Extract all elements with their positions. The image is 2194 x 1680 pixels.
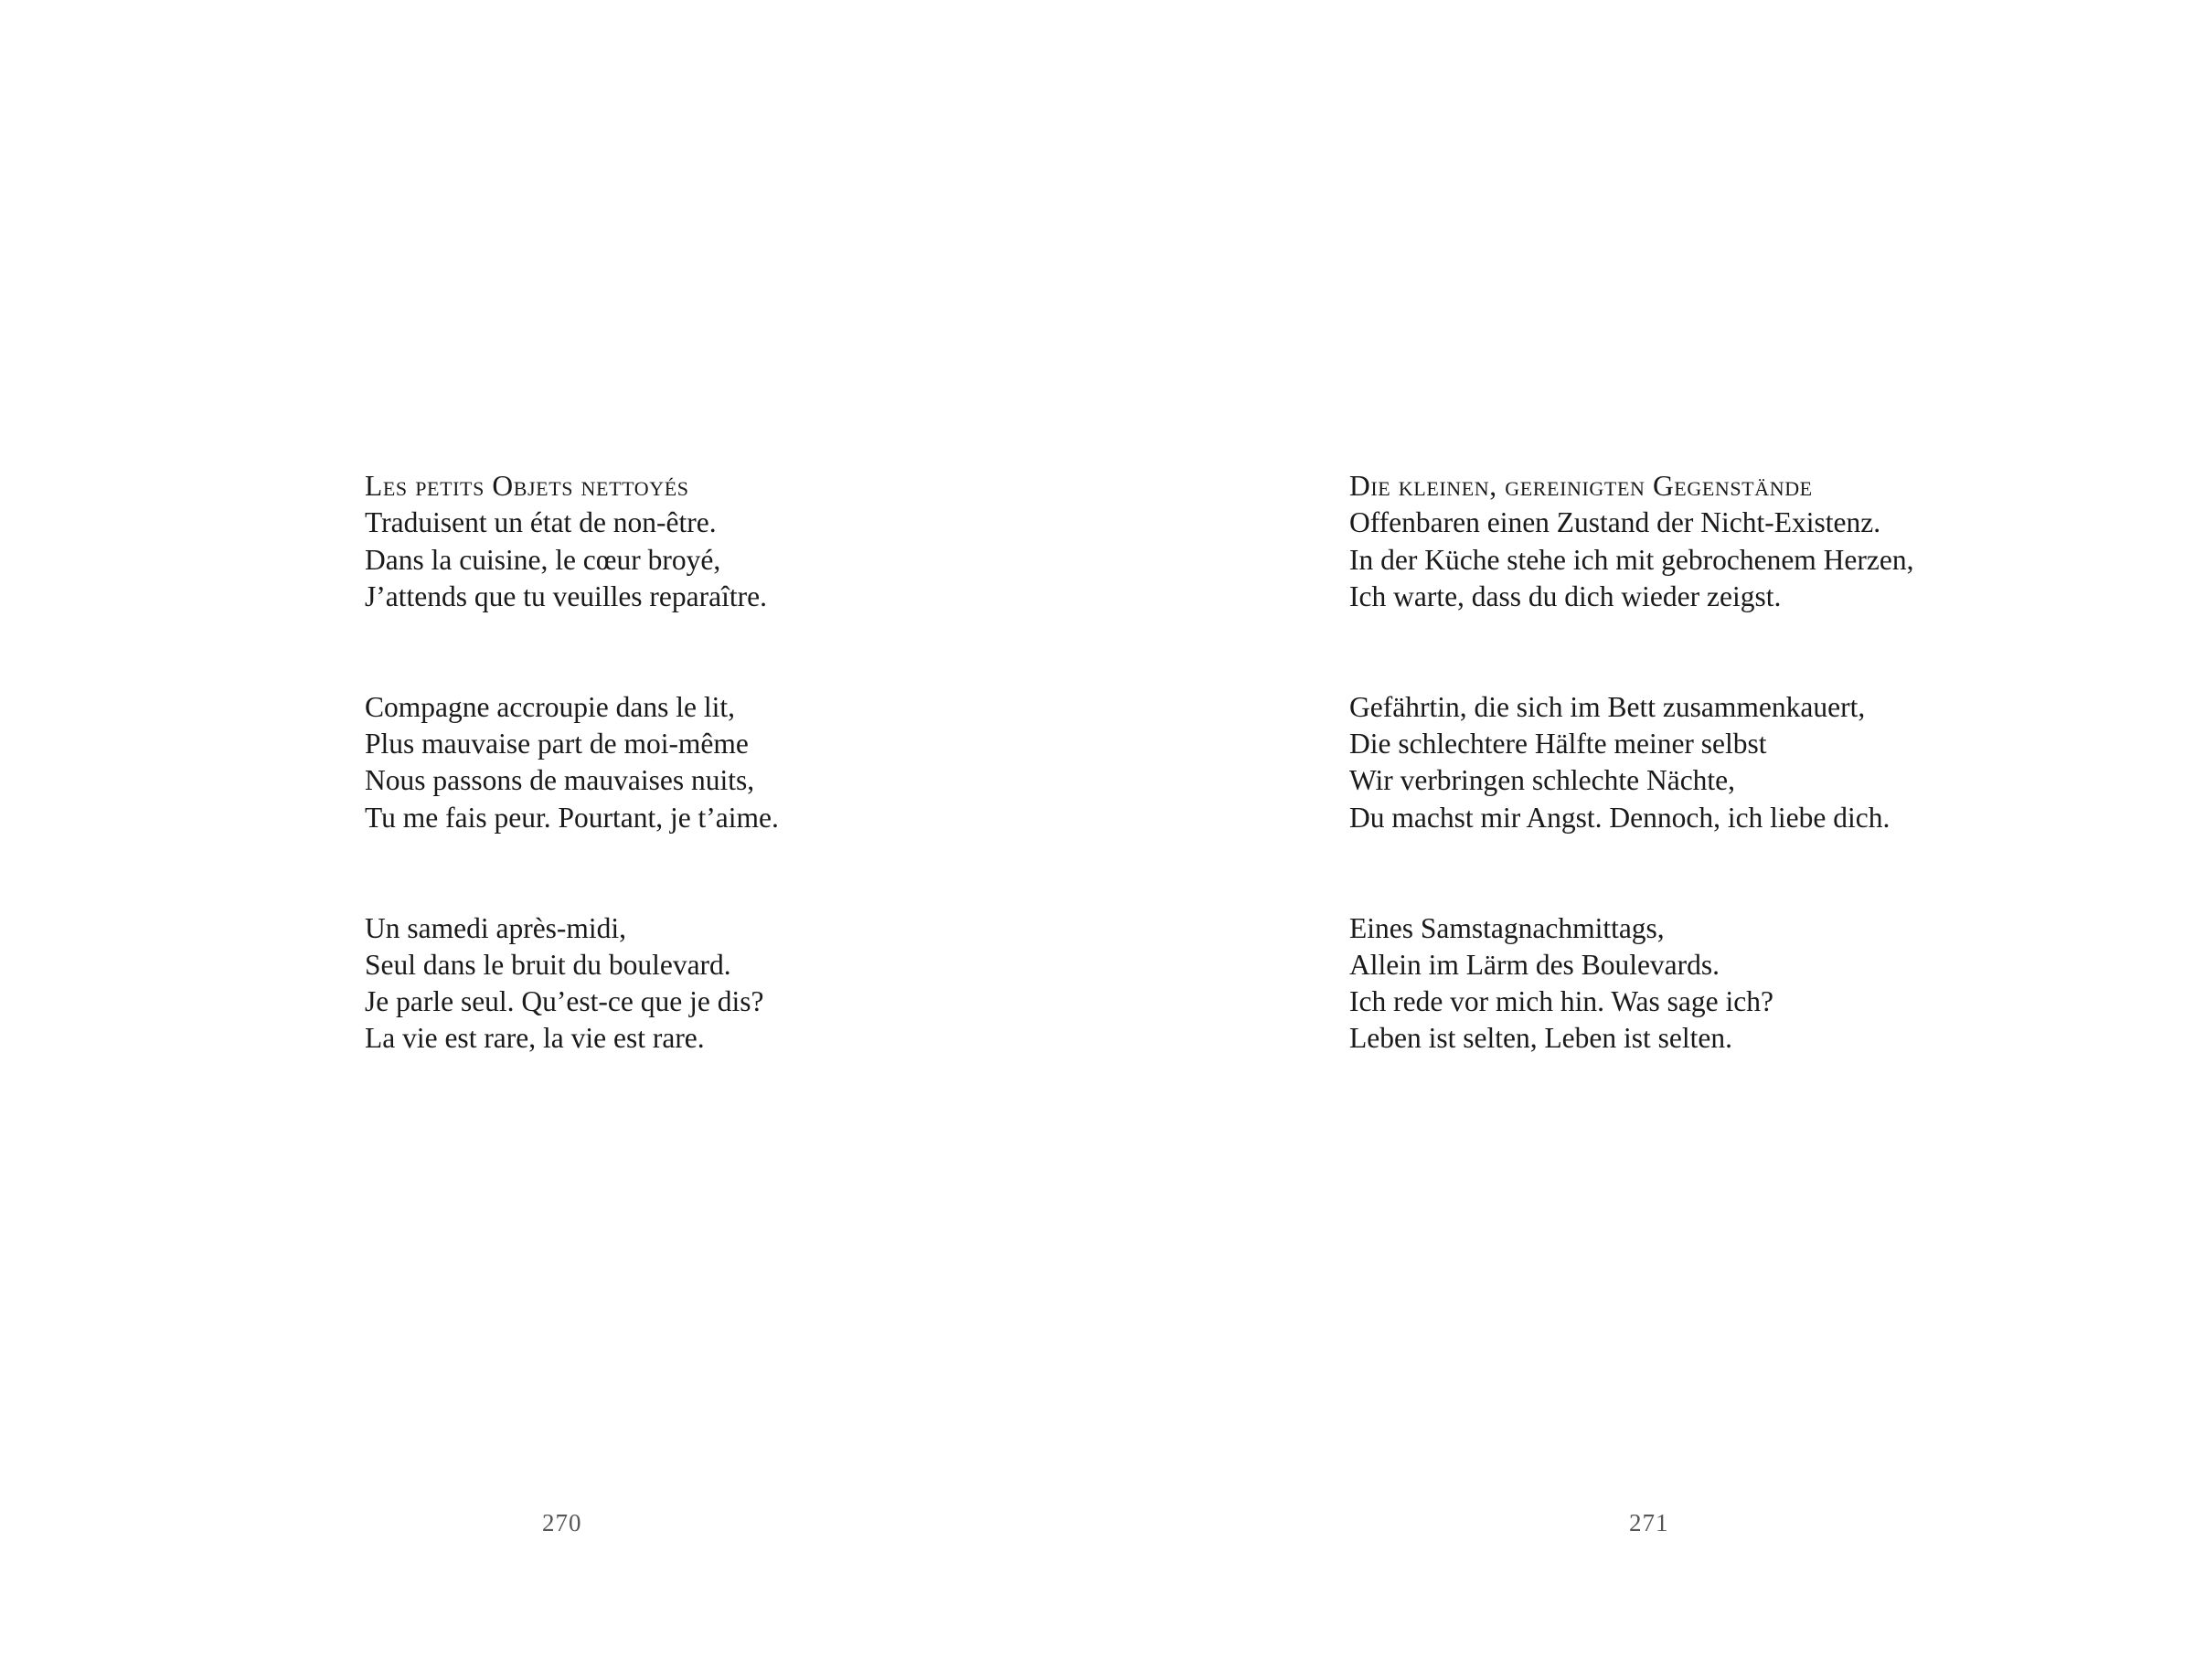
stanza-1 — [365, 468, 779, 615]
poem-line: Seul dans le bruit du boulevard. — [365, 948, 731, 981]
poem-line: Traduisent un état de non-être. — [365, 506, 717, 539]
poem-line: Nous passons de mauvaises nuits, — [365, 764, 755, 797]
stanza-2 — [365, 689, 779, 836]
french-poem — [365, 468, 779, 1058]
poem-line: Du machst mir Angst. Dennoch, ich liebe dich. — [1349, 801, 1890, 834]
stanza-3 — [365, 910, 779, 1058]
poem-line: Gefährtin, die sich im Bett zusammenkauert, — [1349, 690, 1866, 723]
poem-line: Wir verbringen schlechte Nächte, — [1349, 764, 1736, 797]
poem-line: Un samedi après-midi, — [365, 911, 627, 944]
poem-line: Dans la cuisine, le cœur broyé, — [365, 543, 721, 576]
right-page — [1097, 0, 2194, 1680]
poem-title-line: Die kleinen, gereinigten Gegenstände — [1349, 470, 1813, 502]
poem-line: J’attends que tu veuilles reparaître. — [365, 579, 767, 612]
poem-line: Ich warte, dass du dich wieder zeigst. — [1349, 579, 1782, 612]
poem-line: Je parle seul. Qu’est-ce que je dis? — [365, 985, 764, 1018]
stanza-2 — [1349, 689, 1913, 836]
stanza-3 — [1349, 910, 1913, 1058]
page-number: 270 — [542, 1509, 582, 1536]
page-number: 271 — [1629, 1509, 1669, 1536]
german-poem — [1349, 468, 1913, 1058]
poem-line: Die schlechtere Hälfte meiner selbst — [1349, 728, 1767, 760]
poem-line: Tu me fais peur. Pourtant, je t’aime. — [365, 801, 779, 834]
stanza-1 — [1349, 468, 1913, 615]
poem-line: Ich rede vor mich hin. Was sage ich? — [1349, 985, 1773, 1018]
poem-line: Plus mauvaise part de moi-même — [365, 728, 749, 760]
poem-line: In der Küche stehe ich mit gebrochenem Herzen, — [1349, 543, 1914, 576]
poem-title-line: Les petits Objets nettoyés — [365, 470, 689, 502]
poem-line: Compagne accroupie dans le lit, — [365, 690, 735, 723]
poem-line: Offenbaren einen Zustand der Nicht-Existenz. — [1349, 506, 1881, 539]
poem-line: Allein im Lärm des Boulevards. — [1349, 948, 1720, 981]
poem-line: Leben ist selten, Leben ist selten. — [1349, 1022, 1733, 1055]
poem-line: Eines Samstagnachmittags, — [1349, 911, 1665, 944]
poem-line: La vie est rare, la vie est rare. — [365, 1022, 705, 1055]
